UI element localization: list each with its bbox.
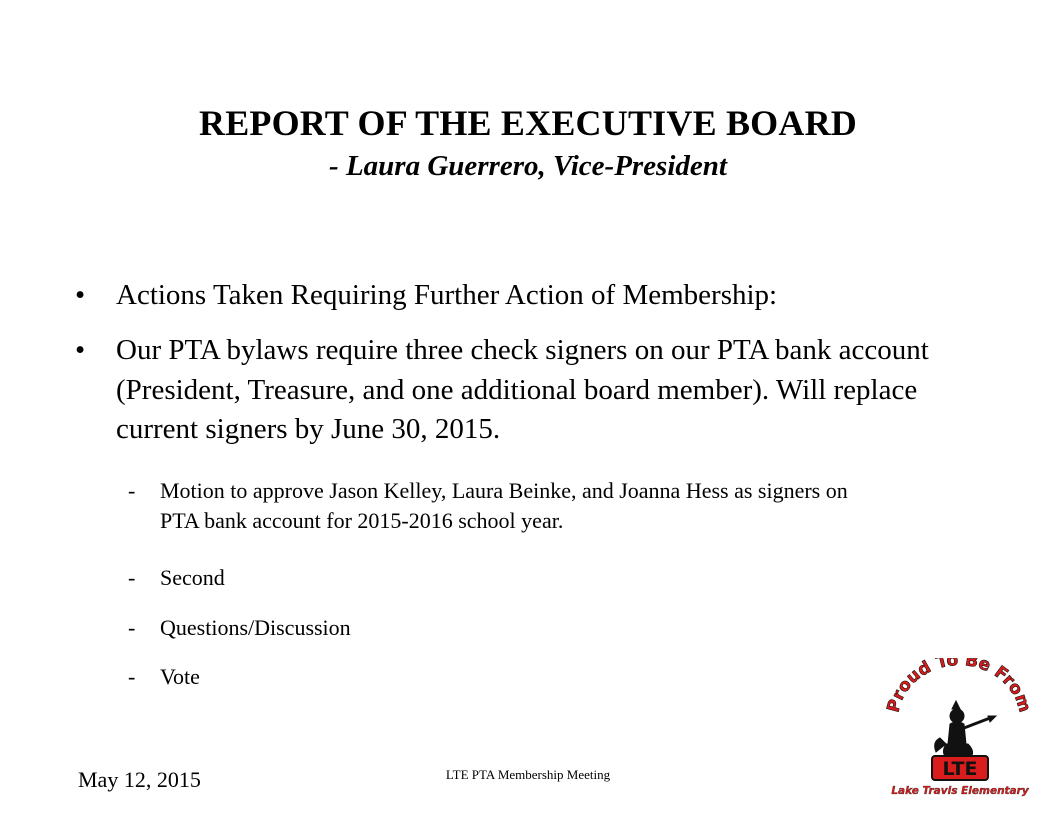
footer-date: May 12, 2015: [78, 767, 201, 792]
sub-marker: -: [128, 478, 136, 503]
bullet-item: [75, 276, 985, 316]
sub-item: [128, 476, 888, 536]
bullet-text: Actions Taken Requiring Further Action of Membership:: [116, 279, 778, 311]
sub-marker: -: [128, 615, 136, 640]
bullet-marker: •: [75, 334, 86, 366]
sub-marker: -: [128, 664, 136, 689]
bullet-text: Our PTA bylaws require three check signers on our PTA bank account (President, Treasure, and one additional board member). Will replace current signers by June 30, 2015.: [116, 334, 929, 445]
school-mascot-logo-icon: [878, 658, 1036, 804]
sub-text: Motion to approve Jason Kelley, Laura Beinke, and Joanna Hess as signers on PTA bank account for 2015-2016 school year.: [160, 478, 848, 533]
sub-item: [128, 662, 888, 692]
sub-item: [128, 613, 888, 643]
sub-item: [128, 563, 888, 593]
sub-text: Second: [160, 565, 225, 590]
logo-badge-text: LTE: [942, 758, 978, 780]
sub-text: Vote: [160, 664, 200, 689]
logo-school-name: Lake Travis Elementary: [891, 785, 1029, 797]
footer-title: LTE PTA Membership Meeting: [445, 767, 611, 782]
sub-text: Questions/Discussion: [160, 615, 351, 640]
slide-subtitle: - Laura Guerrero, Vice-President: [329, 150, 727, 182]
logo-arc-text: Proud To Be From: [883, 658, 1035, 715]
slide-title: REPORT OF THE EXECUTIVE BOARD: [199, 103, 857, 143]
sub-marker: -: [128, 565, 136, 590]
bullet-marker: •: [75, 279, 86, 311]
bullet-item: [75, 331, 985, 450]
